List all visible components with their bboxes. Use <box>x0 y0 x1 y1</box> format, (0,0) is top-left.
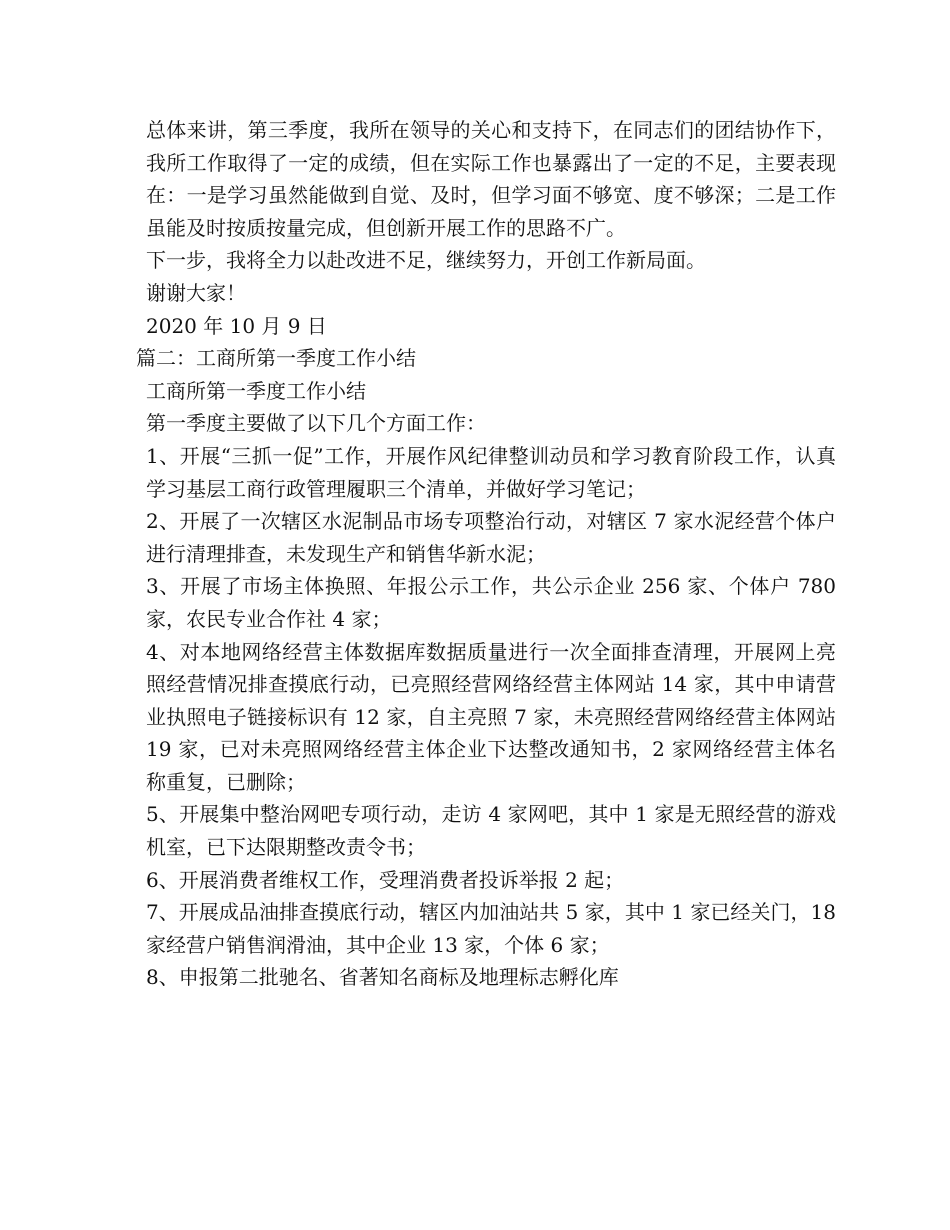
list-item-1: 1、开展“三抓一促”工作，开展作风纪律整训动员和学习教育阶段工作，认真学习基层工商行政管理履职三个清单，并做好学习笔记； <box>146 443 836 501</box>
intro-line: 第一季度主要做了以下几个方面工作： <box>146 411 486 436</box>
list-item-4: 4、对本地网络经营主体数据库数据质量进行一次全面排查清理，开展网上亮照经营情况排查摸底行动，已亮照经营网络经营主体网站 14 家，其中申请营业执照电子链接标识有 12 家，自主亮照 7 家，未亮照经营网络经营主体网站 19 家，已对未亮照网络经营主体企业下达整改通知书，2 家网络经营主体名称重复，已删除； <box>146 639 843 794</box>
list-item-8: 8、申报第二批驰名、省著知名商标及地理标志孵化库 <box>146 965 619 990</box>
date-line: 2020 年 10 月 9 日 <box>146 313 327 338</box>
list-item-7: 7、开展成品油排查摸底行动，辖区内加油站共 5 家，其中 1 家已经关门，18 家经营户销售润滑油，其中企业 13 家，个体 6 家； <box>146 900 843 957</box>
list-item-6: 6、开展消费者维权工作，受理消费者投诉举报 2 起； <box>146 867 625 892</box>
document-body <box>136 114 843 994</box>
next-step-paragraph: 下一步，我将全力以赴改进不足，继续努力，开创工作新局面。 <box>146 248 706 273</box>
thanks-line: 谢谢大家！ <box>146 280 246 305</box>
summary-paragraph: 总体来讲，第三季度，我所在领导的关心和支持下，在同志们的团结协作下，我所工作取得了一定的成绩，但在实际工作也暴露出了一定的不足，主要表现在：一是学习虽然能做到自觉、及时，但学习面不够宽、度不够深；二是工作虽能及时按质按量完成，但创新开展工作的思路不广。 <box>146 118 836 240</box>
list-item-3: 3、开展了市场主体换照、年报公示工作，共公示企业 256 家、个体户 780 家，农民专业合作社 4 家； <box>146 574 843 631</box>
section-title: 工商所第一季度工作小结 <box>146 378 366 403</box>
section-heading: 篇二：工商所第一季度工作小结 <box>136 346 416 371</box>
list-item-5: 5、开展集中整治网吧专项行动，走访 4 家网吧，其中 1 家是无照经营的游戏机室，已下达限期整改责令书； <box>146 802 836 860</box>
list-item-2: 2、开展了一次辖区水泥制品市场专项整治行动，对辖区 7 家水泥经营个体户进行清理排查，未发现生产和销售华新水泥； <box>146 509 836 566</box>
